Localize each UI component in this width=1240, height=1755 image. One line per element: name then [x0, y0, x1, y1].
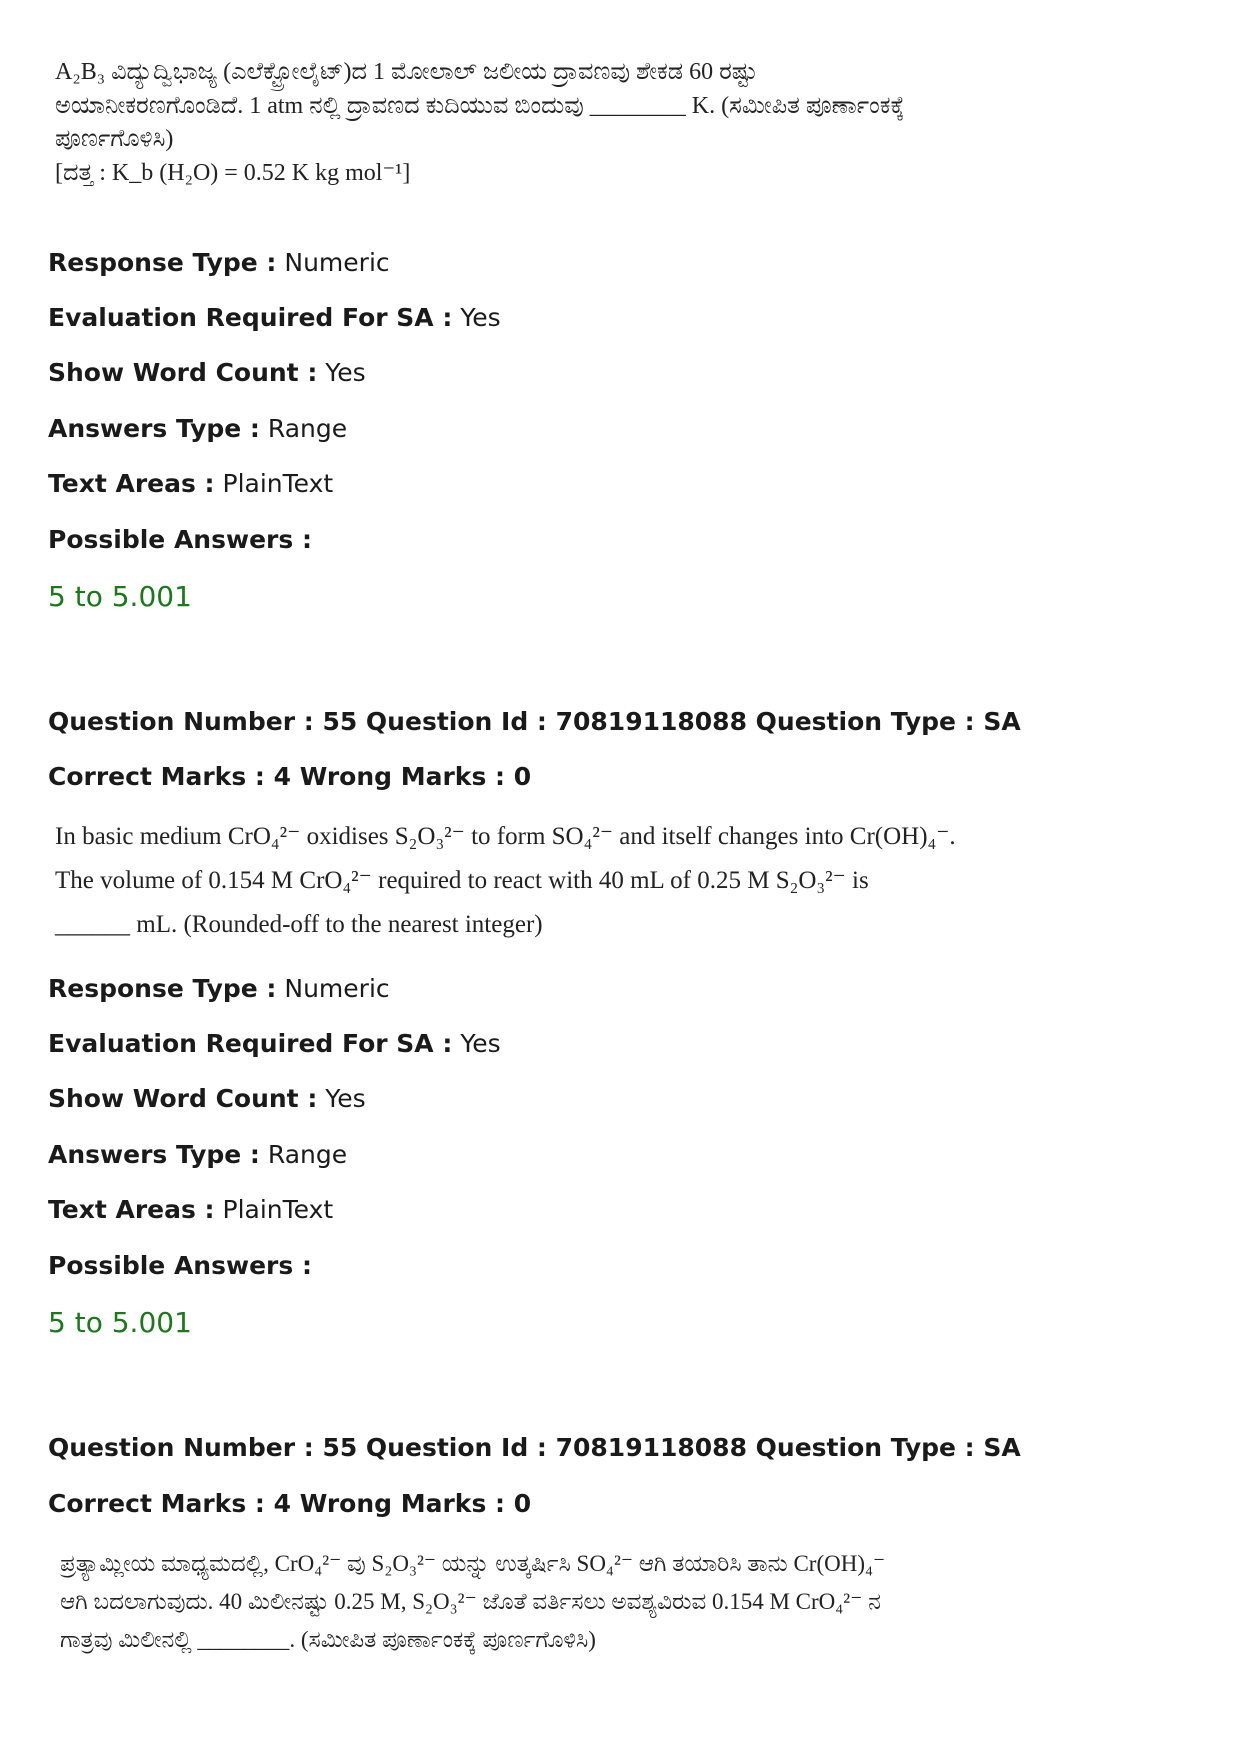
- stem-line: ಅಯಾನೀಕರಣಗೊಂಡಿದೆ. 1 atm ನಲ್ಲಿ ದ್ರಾವಣದ ಕುದಿಯುವ ಬಿಂದುವು ________ K. (ಸಮೀಪಿತ ಪೂರ್ಣಾಂಕಕ್ಕೆ: [55, 92, 905, 119]
- possible-answers-label: Possible Answers :: [48, 525, 312, 554]
- stem-line: ______ mL. (Rounded-off to the nearest integer): [55, 910, 543, 938]
- possible-answers-label: Possible Answers :: [48, 1251, 312, 1280]
- question-stem-image: [55, 56, 955, 190]
- stem-line: In basic medium CrO₄²⁻ oxidises S₂O₃²⁻ to form SO₄²⁻ and itself changes into Cr(OH)₄⁻.: [55, 823, 956, 850]
- question-stem-image: [55, 815, 955, 946]
- stem-line: ಪೂರ್ಣಗೊಳಿಸಿ): [55, 126, 174, 153]
- answers-type-field: Answers Type : Range: [48, 414, 348, 443]
- stem-line: A₂B₃ ವಿದ್ಯುದ್ವಿಭಾಜ್ಯ (ಎಲೆಕ್ಟ್ರೋಲೈಟ್)ದ 1 ಮೋಲಾಲ್ ಜಲೀಯ ದ್ರಾವಣವು ಶೇಕಡ 60 ರಷ್ಟು: [55, 59, 758, 85]
- evaluation-required-field: Evaluation Required For SA : Yes: [48, 1029, 501, 1058]
- show-word-count-field: Show Word Count : Yes: [48, 358, 366, 387]
- question-header: Question Number : 55 Question Id : 70819118088 Question Type : SA: [48, 1433, 1021, 1462]
- marks-line: Correct Marks : 4 Wrong Marks : 0: [48, 762, 532, 791]
- answers-type-field: Answers Type : Range: [48, 1140, 348, 1169]
- stem-line: ಆಗಿ ಬದಲಾಗುವುದು. 40 ಮಿಲೀನಷ್ಟು 0.25 M, S₂O₃²⁻ ಜೊತೆ ವರ್ತಿಸಲು ಅವಶ್ಯವಿರುವ 0.154 M CrO₄²⁻ ನ: [60, 1588, 881, 1614]
- response-type-field: Response Type : Numeric: [48, 974, 390, 1003]
- possible-answer-value: 5 to 5.001: [48, 580, 192, 613]
- marks-line: Correct Marks : 4 Wrong Marks : 0: [48, 1489, 532, 1518]
- text-areas-field: Text Areas : PlainText: [48, 469, 334, 498]
- evaluation-required-field: Evaluation Required For SA : Yes: [48, 303, 501, 332]
- question-stem-image: [60, 1545, 960, 1659]
- question-header: Question Number : 55 Question Id : 70819118088 Question Type : SA: [48, 707, 1021, 736]
- possible-answer-value: 5 to 5.001: [48, 1306, 192, 1339]
- stem-line: [ದತ್ತ : K_b (H₂O) = 0.52 K kg mol⁻¹]: [55, 159, 411, 186]
- stem-line: The volume of 0.154 M CrO₄²⁻ required to react with 40 mL of 0.25 M S₂O₃²⁻ is: [55, 866, 869, 894]
- response-type-field: Response Type : Numeric: [48, 248, 390, 277]
- stem-line: ಪ್ರತ್ಯಾಮ್ಲೀಯ ಮಾಧ್ಯಮದಲ್ಲಿ, CrO₄²⁻ ವು S₂O₃²⁻ ಯನ್ನು ಉತ್ಕರ್ಷಿಸಿ SO₄²⁻ ಆಗಿ ತಯಾರಿಸಿ ತಾನು Cr(OH)₄⁻: [60, 1551, 886, 1576]
- show-word-count-field: Show Word Count : Yes: [48, 1084, 366, 1113]
- stem-line: ಗಾತ್ರವು ಮಿಲೀನಲ್ಲಿ ________. (ಸಮೀಪಿತ ಪೂರ್ಣಾಂಕಕ್ಕೆ ಪೂರ್ಣಗೊಳಿಸಿ): [60, 1626, 596, 1652]
- text-areas-field: Text Areas : PlainText: [48, 1195, 334, 1224]
